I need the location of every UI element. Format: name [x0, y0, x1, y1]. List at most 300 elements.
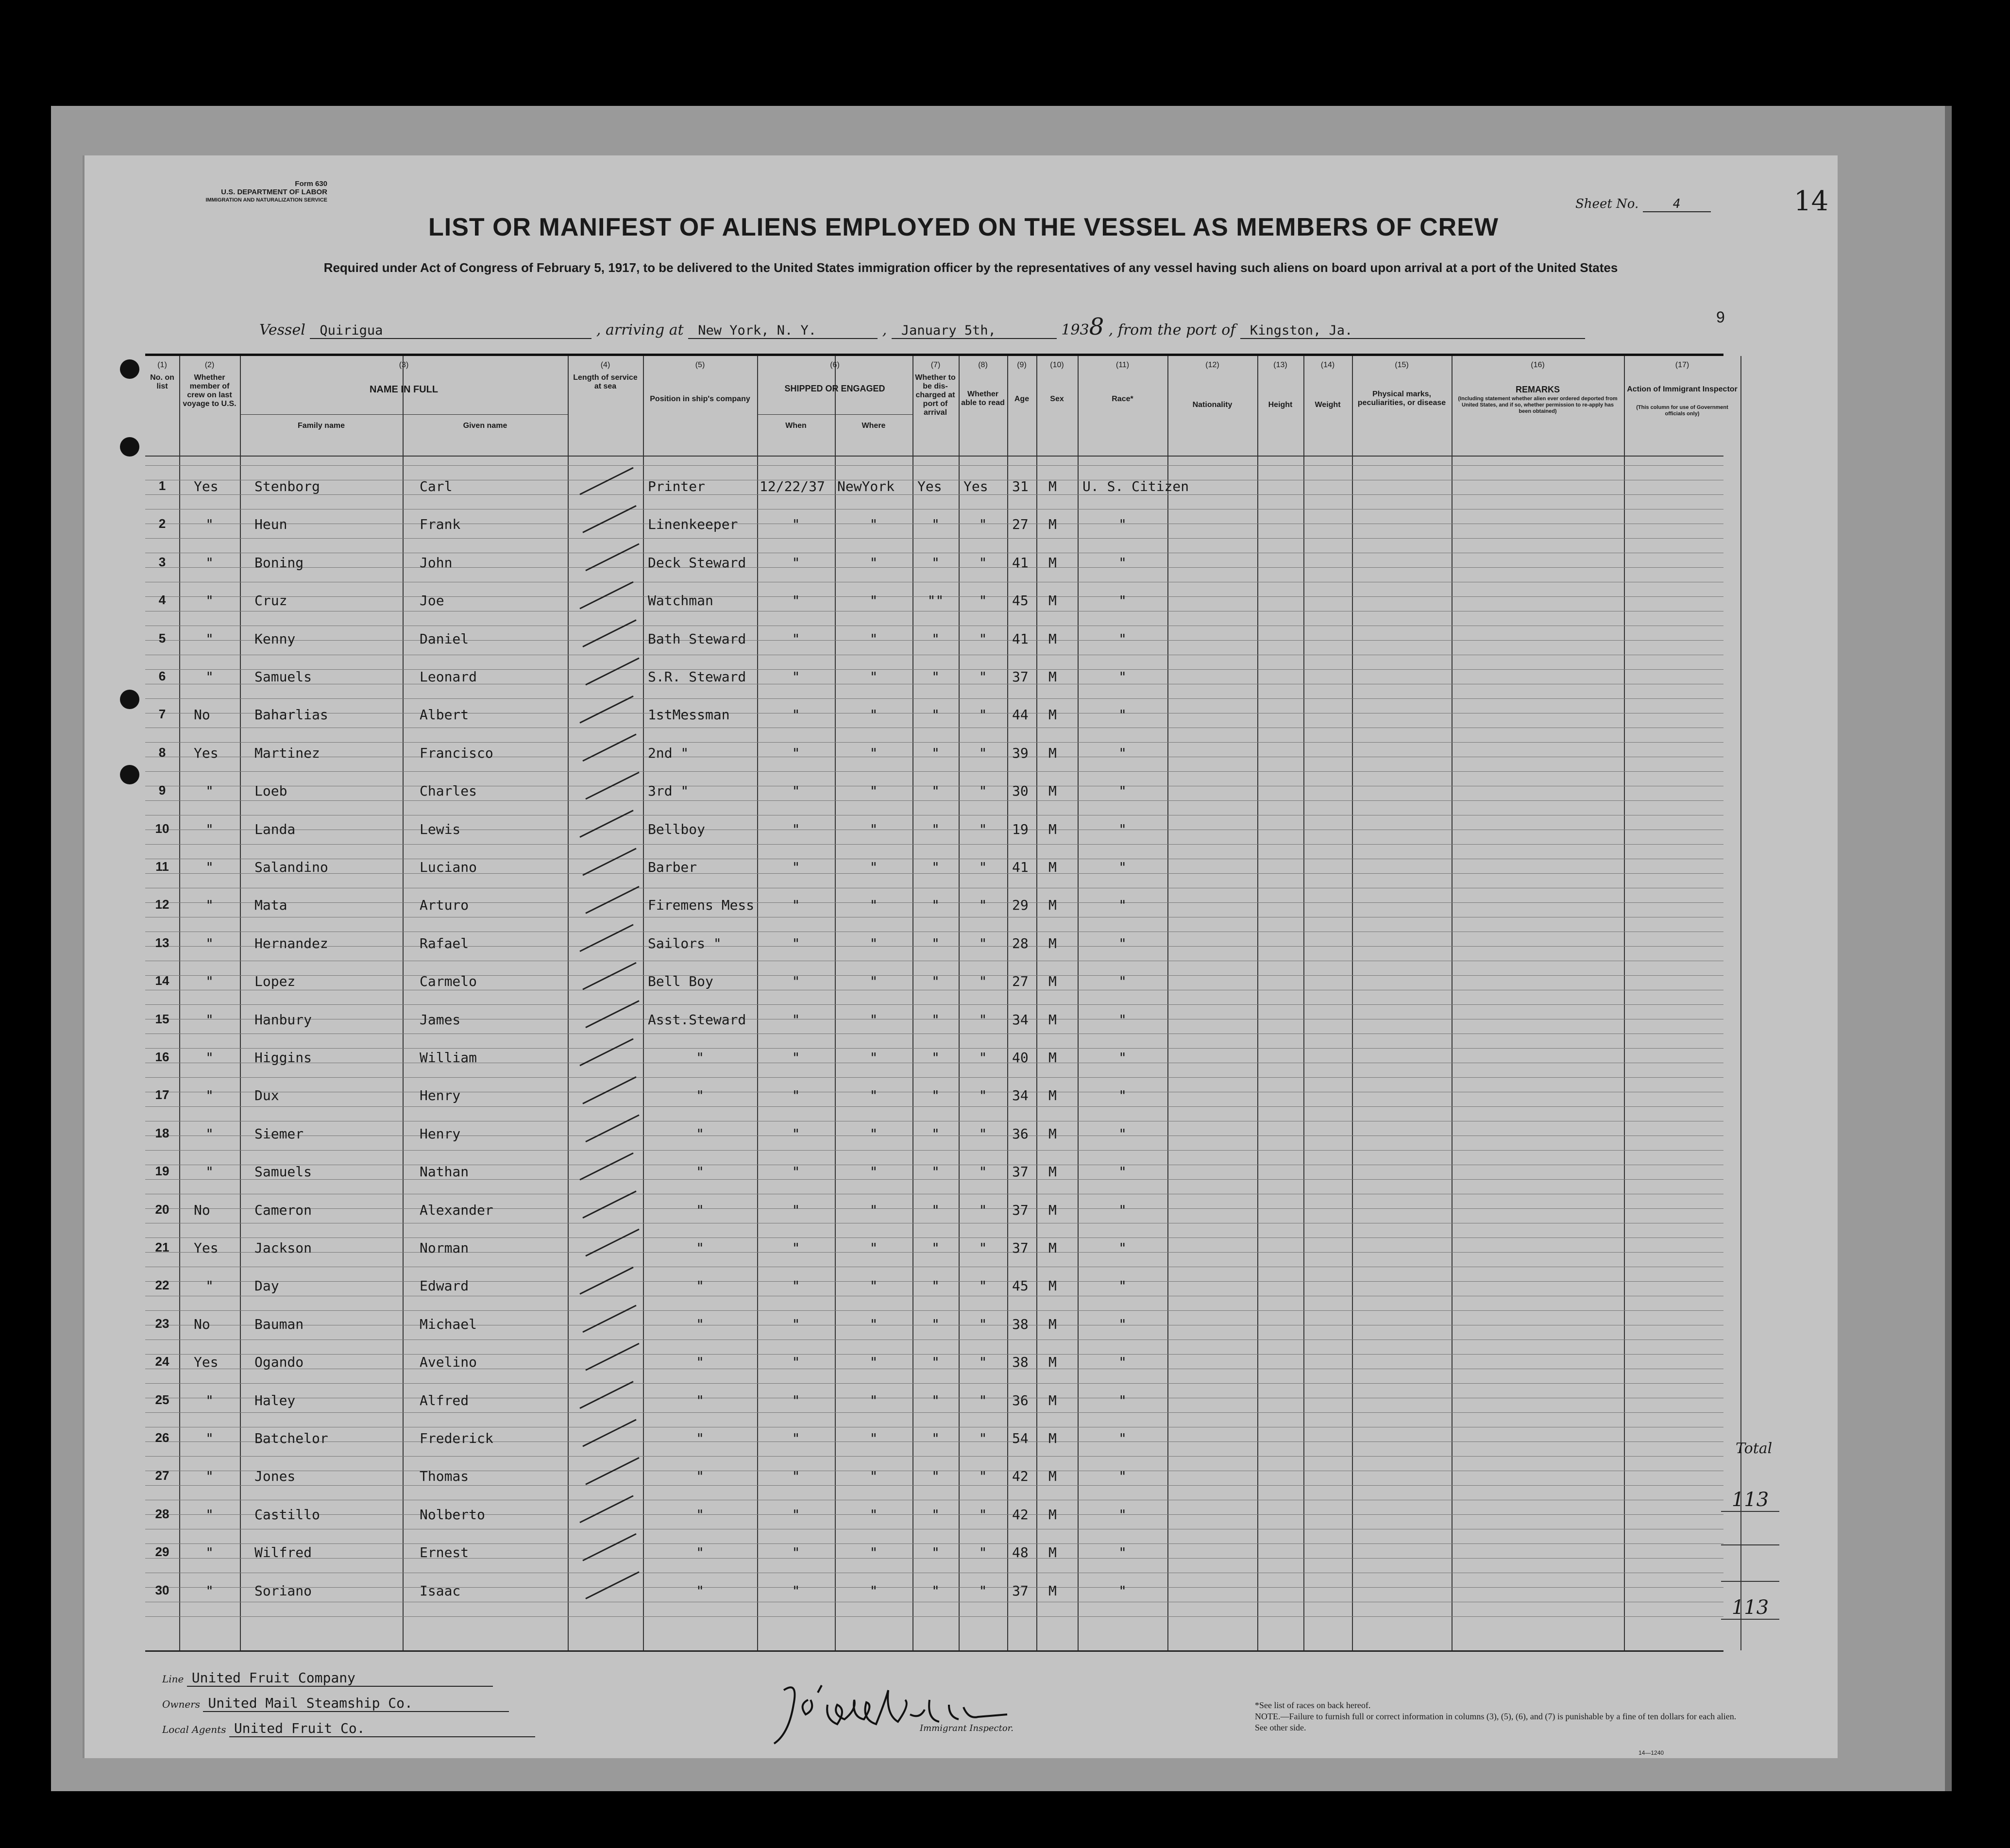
sex-cell: M [1048, 1164, 1057, 1180]
discharged-cell: " [931, 1430, 940, 1446]
able-to-read-cell: " [979, 707, 987, 723]
race-cell: " [1118, 1011, 1127, 1028]
able-to-read-cell: " [979, 1392, 987, 1408]
family-name-cell: Jackson [254, 1240, 312, 1256]
arrival-port: New York, N. Y. [688, 323, 878, 339]
header-when: When [785, 422, 807, 430]
family-name-cell: Cameron [254, 1202, 312, 1218]
family-name-cell: Kenny [254, 630, 296, 647]
race-cell: " [1118, 1164, 1127, 1180]
shipped-where-cell: " [869, 707, 878, 723]
age-cell: 30 [1012, 783, 1029, 799]
agents-value: United Fruit Co. [229, 1720, 535, 1737]
binder-hole [120, 437, 139, 457]
last-voyage-cell: " [205, 630, 214, 647]
shipped-when-cell: " [792, 1430, 800, 1446]
total-blank-line [1721, 1525, 1779, 1545]
given-name-cell: Luciano [420, 859, 477, 875]
ruled-line [145, 1616, 1723, 1617]
row-number: 24 [155, 1354, 169, 1369]
row-number: 17 [155, 1087, 169, 1102]
able-to-read-cell: " [979, 745, 987, 761]
sex-cell: M [1048, 1202, 1057, 1218]
position-cell: Deck Steward [648, 554, 746, 571]
row-number: 11 [155, 859, 169, 874]
header-family-name: Family name [298, 422, 345, 430]
shipped-when-cell: " [792, 783, 800, 799]
last-voyage-cell: " [205, 1392, 214, 1408]
able-to-read-cell: " [979, 1582, 987, 1599]
sex-cell: M [1048, 1050, 1057, 1066]
vessel-name: Quirigua [310, 323, 591, 339]
able-to-read-cell: " [979, 859, 987, 875]
age-cell: 42 [1012, 1506, 1029, 1523]
col-number-11: (11) [1115, 361, 1130, 369]
family-name-cell: Boning [254, 554, 304, 571]
binder-hole [120, 359, 139, 379]
age-cell: 34 [1012, 1087, 1029, 1104]
row-number: 18 [155, 1125, 169, 1140]
discharged-cell: " [931, 745, 940, 761]
col-number-4: (4) [600, 361, 610, 369]
row-number: 26 [155, 1430, 169, 1445]
ruled-line [145, 742, 1723, 743]
discharged-cell: " [931, 1050, 940, 1066]
last-voyage-cell: Yes [194, 1354, 219, 1371]
race-cell: " [1118, 745, 1127, 761]
last-voyage-cell: " [205, 897, 214, 914]
age-cell: 38 [1012, 1316, 1029, 1332]
shipped-when-cell: " [792, 821, 800, 837]
row-number: 12 [155, 897, 169, 912]
sex-cell: M [1048, 859, 1057, 875]
race-cell: " [1118, 1582, 1127, 1599]
family-name-cell: Cruz [254, 593, 287, 609]
last-voyage-cell: Yes [194, 1240, 219, 1256]
discharged-cell: " [931, 1202, 940, 1218]
ruled-line [145, 1383, 1723, 1384]
row-number: 25 [155, 1392, 169, 1407]
able-to-read-cell: " [979, 516, 987, 533]
ruled-line [145, 1048, 1723, 1049]
able-to-read-cell: " [979, 1506, 987, 1523]
header-height: Height [1268, 401, 1293, 409]
row-number: 3 [158, 554, 166, 569]
header-subrule [240, 414, 568, 415]
family-name-cell: Haley [254, 1392, 296, 1408]
family-name-cell: Lopez [254, 973, 296, 990]
position-cell: " [696, 1240, 704, 1256]
shipped-when-cell: " [792, 669, 800, 685]
position-cell: Linenkeeper [648, 516, 738, 533]
family-name-cell: Batchelor [254, 1430, 328, 1446]
race-cell: " [1118, 630, 1127, 647]
position-cell: Sailors " [648, 935, 722, 951]
shipped-when-cell: " [792, 1392, 800, 1408]
given-name-cell: Alfred [420, 1392, 469, 1408]
discharged-cell: " [931, 1468, 940, 1485]
given-name-cell: Rafael [420, 935, 469, 951]
given-name-cell: Michael [420, 1316, 477, 1332]
race-cell: " [1118, 1202, 1127, 1218]
header-weight: Weight [1315, 401, 1341, 409]
race-cell: " [1118, 1430, 1127, 1446]
col-number-12: (12) [1205, 361, 1219, 369]
crew-table [145, 354, 1738, 1652]
ruled-line [145, 1339, 1723, 1340]
discharged-cell: " [931, 1392, 940, 1408]
row-number: 8 [158, 745, 166, 760]
service-tick [580, 696, 633, 723]
header-bottom-rule [145, 456, 1723, 457]
shipped-where-cell: " [869, 1125, 878, 1142]
row-number: 28 [155, 1506, 169, 1521]
header-shipped-engaged: SHIPPED OR ENGAGED [784, 384, 885, 393]
last-voyage-cell: " [205, 1430, 214, 1446]
row-number: 13 [155, 935, 169, 950]
shipped-when-cell: " [792, 897, 800, 914]
age-cell: 42 [1012, 1468, 1029, 1485]
given-name-cell: Edward [420, 1278, 469, 1294]
year-prefix: 193 [1061, 322, 1089, 339]
given-name-cell: Norman [420, 1240, 469, 1256]
header-name-in-full: NAME IN FULL [369, 384, 439, 395]
shipped-where-cell: " [869, 516, 878, 533]
ruled-line [145, 494, 1723, 495]
header-remarks-note: (Including statement whether alien ever ordered deported from United States, and if so, whether permission to re-apply has been obtained) [1458, 396, 1618, 414]
race-cell: " [1118, 593, 1127, 609]
race-cell: " [1118, 707, 1127, 723]
row-number: 4 [158, 593, 166, 608]
able-to-read-cell: " [979, 935, 987, 951]
shipped-where-cell: " [869, 1316, 878, 1332]
shipped-where-cell: " [869, 783, 878, 799]
shipped-where-cell: " [869, 897, 878, 914]
discharged-cell: " [931, 1011, 940, 1028]
given-name-cell: Lewis [420, 821, 461, 837]
total-value-1: 113 [1721, 1489, 1779, 1512]
agents-label: Local Agents [162, 1724, 226, 1735]
shipped-when-cell: " [792, 1125, 800, 1142]
footnote-races: *See list of races on back hereof. [1255, 1700, 1371, 1710]
position-cell: Bellboy [648, 821, 706, 837]
discharged-cell: " [931, 1087, 940, 1104]
family-name-cell: Hanbury [254, 1011, 312, 1028]
row-number: 16 [155, 1050, 169, 1064]
shipped-when-cell: " [792, 1202, 800, 1218]
discharged-cell: " [931, 783, 940, 799]
position-cell: 3rd " [648, 783, 689, 799]
position-cell: Printer [648, 478, 706, 494]
race-cell: U. S. Citizen [1082, 478, 1189, 494]
last-voyage-cell: " [205, 821, 214, 837]
able-to-read-cell: " [979, 897, 987, 914]
col-number-14: (14) [1320, 361, 1335, 369]
able-to-read-cell: " [979, 554, 987, 571]
last-voyage-cell: " [205, 1506, 214, 1523]
able-to-read-cell: " [979, 669, 987, 685]
last-voyage-cell: Yes [194, 745, 219, 761]
discharged-cell: " [931, 1125, 940, 1142]
shipped-where-cell: " [869, 1278, 878, 1294]
header-subrule [757, 414, 912, 415]
given-name-cell: Isaac [420, 1582, 461, 1599]
discharged-cell: " [931, 1506, 940, 1523]
last-voyage-cell: " [205, 935, 214, 951]
service-tick [586, 1572, 639, 1599]
department-name: U.S. DEPARTMENT OF LABOR [221, 188, 327, 196]
age-cell: 27 [1012, 516, 1029, 533]
row-number: 6 [158, 669, 166, 683]
given-name-cell: Arturo [420, 897, 469, 914]
given-name-cell: Thomas [420, 1468, 469, 1485]
service-tick [580, 1382, 633, 1408]
agents-field [162, 1720, 535, 1737]
service-tick [583, 1077, 636, 1103]
given-name-cell: James [420, 1011, 461, 1028]
line-field [162, 1670, 493, 1687]
sex-cell: M [1048, 1240, 1057, 1256]
departure-port: Kingston, Ja. [1240, 323, 1585, 339]
last-voyage-cell: No [194, 707, 210, 723]
last-voyage-cell: " [205, 669, 214, 685]
header-inspector-note: (This column for use of Government officials only) [1636, 405, 1728, 417]
service-tick [580, 582, 633, 609]
shipped-when-cell: " [792, 1011, 800, 1028]
age-cell: 54 [1012, 1430, 1029, 1446]
last-voyage-cell: " [205, 1544, 214, 1561]
page-subtitle: Required under Act of Congress of February 5, 1917, to be delivered to the United States immigration officer by the representatives of any vessel having such aliens on board upon arrival at a port of the United States [323, 260, 1618, 275]
age-cell: 39 [1012, 745, 1029, 761]
sex-cell: M [1048, 630, 1057, 647]
shipped-where-cell: " [869, 859, 878, 875]
position-cell: " [696, 1316, 704, 1332]
discharged-cell: " [931, 1354, 940, 1371]
row-number: 21 [155, 1240, 169, 1255]
family-name-cell: Landa [254, 821, 296, 837]
position-cell: Bell Boy [648, 973, 713, 990]
shipped-where-cell: NewYork [837, 478, 895, 494]
sex-cell: M [1048, 1506, 1057, 1523]
vessel-line: Vessel Quirigua , arriving at New York, N. Y. , January 5th, 1938 , from the port of Kingston, Ja. [259, 313, 1585, 340]
shipped-where-cell: " [869, 935, 878, 951]
service-tick [583, 1305, 636, 1332]
discharged-cell: Yes [917, 478, 942, 494]
race-cell: " [1118, 1544, 1127, 1561]
discharged-cell: " [931, 554, 940, 571]
shipped-where-cell: " [869, 1240, 878, 1256]
shipped-when-cell: 12/22/37 [760, 478, 825, 494]
service-tick [580, 1039, 633, 1066]
sheet-label: Sheet No. [1575, 197, 1639, 211]
family-name-cell: Castillo [254, 1506, 320, 1523]
given-name-cell: Joe [420, 593, 444, 609]
age-cell: 44 [1012, 707, 1029, 723]
discharged-cell: " [931, 821, 940, 837]
binder-hole [120, 765, 139, 784]
discharged-cell: " [931, 897, 940, 914]
shipped-where-cell: " [869, 1050, 878, 1066]
discharged-cell: " [931, 859, 940, 875]
given-name-cell: John [420, 554, 453, 571]
family-name-cell: Samuels [254, 1164, 312, 1180]
family-name-cell: Samuels [254, 669, 312, 685]
shipped-when-cell: " [792, 1164, 800, 1180]
given-name-cell: Francisco [420, 745, 493, 761]
position-cell: Bath Steward [648, 630, 746, 647]
shipped-where-cell: " [869, 821, 878, 837]
given-name-cell: Ernest [420, 1544, 469, 1561]
row-number: 10 [155, 821, 169, 836]
shipped-when-cell: " [792, 516, 800, 533]
family-name-cell: Mata [254, 897, 287, 914]
race-cell: " [1118, 1240, 1127, 1256]
discharged-cell: " [931, 669, 940, 685]
sheet-number-field [1575, 197, 1711, 212]
sex-cell: M [1048, 1011, 1057, 1028]
service-tick [583, 1191, 636, 1218]
age-cell: 36 [1012, 1125, 1029, 1142]
ruled-line [145, 538, 1723, 539]
header-no-on-list: No. on list [150, 373, 174, 390]
family-name-cell: Day [254, 1278, 279, 1294]
row-number: 9 [158, 783, 166, 798]
ruled-line [145, 1077, 1723, 1078]
race-cell: " [1118, 1392, 1127, 1408]
discharged-cell: " [931, 707, 940, 723]
sex-cell: M [1048, 897, 1057, 914]
footnote [1255, 1700, 1740, 1733]
sex-cell: M [1048, 516, 1057, 533]
family-name-cell: Heun [254, 516, 287, 533]
header-race: Race* [1112, 395, 1133, 403]
service-tick [586, 658, 639, 685]
age-cell: 19 [1012, 821, 1029, 837]
position-cell: " [696, 1164, 704, 1180]
row-number: 22 [155, 1278, 169, 1293]
col-number-3: (3) [399, 361, 409, 369]
form-code: 14—1240 [1638, 1749, 1664, 1756]
position-cell: Watchman [648, 593, 713, 609]
shipped-when-cell: " [792, 859, 800, 875]
side-number: 9 [1716, 308, 1725, 326]
line-label: Line [162, 1673, 184, 1685]
col-number-16: (16) [1531, 361, 1545, 369]
sex-cell: M [1048, 1430, 1057, 1446]
given-name-cell: Alexander [420, 1202, 493, 1218]
last-voyage-cell: " [205, 1278, 214, 1294]
row-number: 7 [158, 707, 166, 722]
age-cell: 37 [1012, 1582, 1029, 1599]
service-tick [580, 811, 633, 837]
row-number: 2 [158, 516, 166, 531]
owners-value: United Mail Steamship Co. [203, 1695, 509, 1712]
given-name-cell: Avelino [420, 1354, 477, 1371]
position-cell: " [696, 1468, 704, 1485]
shipped-where-cell: " [869, 1392, 878, 1408]
col-number-5: (5) [695, 361, 705, 369]
last-voyage-cell: " [205, 783, 214, 799]
ruled-line [145, 1004, 1723, 1005]
line-value: United Fruit Company [187, 1670, 493, 1687]
age-cell: 45 [1012, 593, 1029, 609]
able-to-read-cell: " [979, 1202, 987, 1218]
shipped-where-cell: " [869, 1011, 878, 1028]
service-tick [586, 544, 639, 571]
race-cell: " [1118, 1506, 1127, 1523]
sex-cell: M [1048, 973, 1057, 990]
given-name-cell: Henry [420, 1125, 461, 1142]
age-cell: 41 [1012, 859, 1029, 875]
ruled-line [145, 1543, 1723, 1544]
sex-cell: M [1048, 669, 1057, 685]
age-cell: 27 [1012, 973, 1029, 990]
last-voyage-cell: " [205, 1087, 214, 1104]
race-cell: " [1118, 1087, 1127, 1104]
header-physical-marks: Physical marks, peculiarities, or disease [1357, 390, 1446, 407]
age-cell: 41 [1012, 554, 1029, 571]
vessel-label: Vessel [259, 322, 305, 339]
row-number: 29 [155, 1544, 169, 1560]
sex-cell: M [1048, 935, 1057, 951]
age-cell: 28 [1012, 935, 1029, 951]
service-tick [583, 506, 636, 532]
ruled-line [145, 1106, 1723, 1107]
shipped-when-cell: " [792, 1050, 800, 1066]
shipped-when-cell: " [792, 593, 800, 609]
header-age: Age [1014, 395, 1030, 403]
sex-cell: M [1048, 593, 1057, 609]
age-cell: 38 [1012, 1354, 1029, 1371]
given-name-cell: William [420, 1050, 477, 1066]
last-voyage-cell: No [194, 1202, 210, 1218]
last-voyage-cell: No [194, 1316, 210, 1332]
shipped-when-cell: " [792, 1240, 800, 1256]
header-where: Where [861, 422, 886, 430]
shipped-when-cell: " [792, 1087, 800, 1104]
family-name-cell: Loeb [254, 783, 287, 799]
header-length-of-service: Length of service at sea [573, 373, 638, 390]
age-cell: 37 [1012, 1202, 1029, 1218]
race-cell: " [1118, 669, 1127, 685]
shipped-when-cell: " [792, 1468, 800, 1485]
sex-cell: M [1048, 707, 1057, 723]
age-cell: 40 [1012, 1050, 1029, 1066]
family-name-cell: Dux [254, 1087, 279, 1104]
given-name-cell: Charles [420, 783, 477, 799]
col-number-6: (6) [830, 361, 840, 369]
race-cell: " [1118, 935, 1127, 951]
position-cell: " [696, 1582, 704, 1599]
family-name-cell: Stenborg [254, 478, 320, 494]
shipped-when-cell: " [792, 707, 800, 723]
discharged-cell: " [931, 1582, 940, 1599]
shipped-when-cell: " [792, 935, 800, 951]
able-to-read-cell: " [979, 1125, 987, 1142]
service-tick [586, 886, 639, 913]
form-number: Form 630 [295, 180, 327, 188]
age-cell: 41 [1012, 630, 1029, 647]
sex-cell: M [1048, 1582, 1057, 1599]
able-to-read-cell: " [979, 1050, 987, 1066]
sex-cell: M [1048, 1468, 1057, 1485]
family-name-cell: Bauman [254, 1316, 304, 1332]
given-name-cell: Nolberto [420, 1506, 485, 1523]
header-nationality: Nationality [1192, 401, 1233, 409]
ruled-line [145, 1456, 1723, 1457]
service-name: IMMIGRATION AND NATURALIZATION SERVICE [205, 197, 327, 203]
page-title: LIST OR MANIFEST OF ALIENS EMPLOYED ON THE VESSEL AS MEMBERS OF CREW [428, 213, 1499, 241]
